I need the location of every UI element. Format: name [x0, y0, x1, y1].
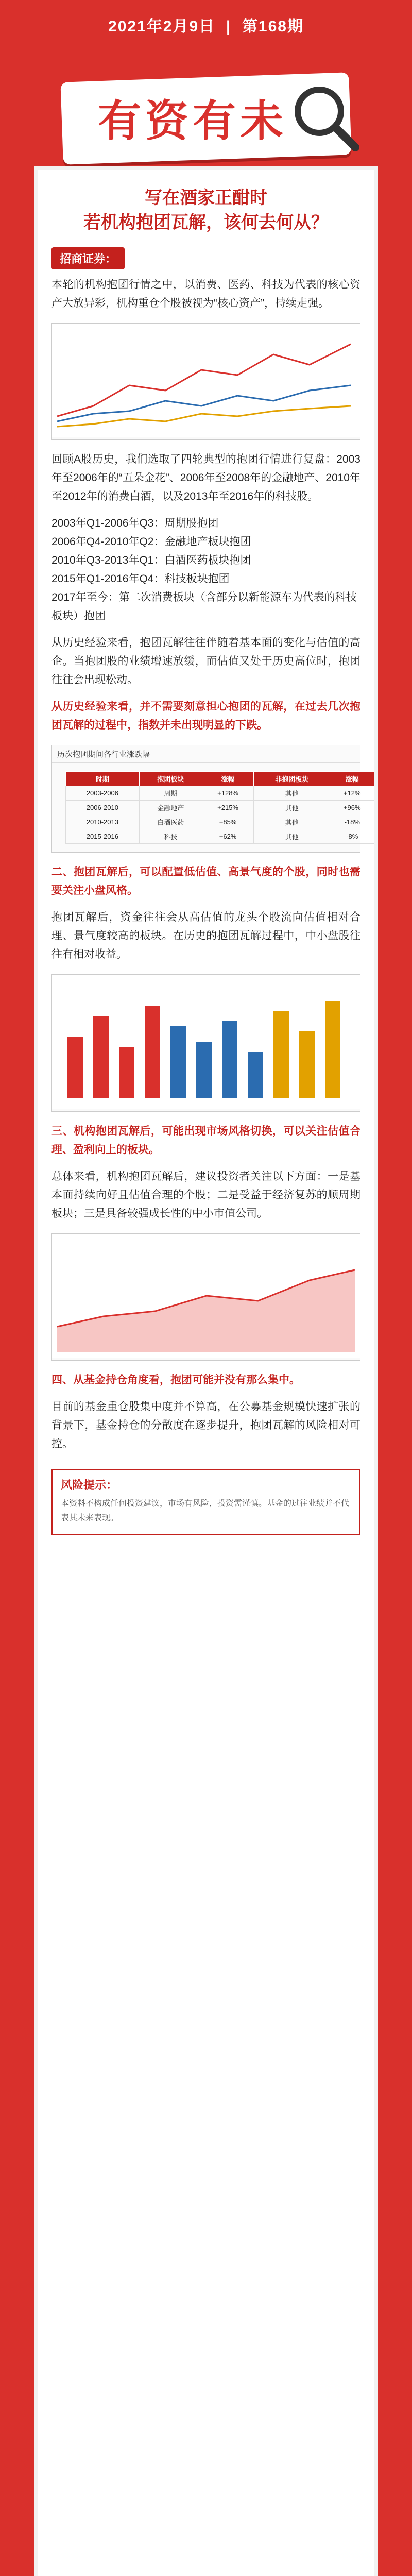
list-item: 2017年至今：第二次消费板块（含部分以新能源车为代表的科技板块）抱团: [52, 591, 357, 622]
highlight-paragraph: 从历史经验来看，并不需要刻意担心抱团的瓦解，在过去几次抱团瓦解的过程中，指数并未出现明显的下跌。: [52, 701, 360, 731]
table-row: 2010-2013 白酒医药 +85% 其他 -18%: [66, 815, 374, 829]
risk-disclaimer: [52, 1469, 360, 1535]
brand-logo: [62, 77, 350, 160]
magnifier-icon: [288, 80, 360, 152]
table-header: 涨幅: [202, 772, 254, 786]
section4-paragraph: 目前的基金重仓股集中度并不算高，在公募基金规模快速扩张的背景下，基金持仓的分散度在逐步提升，抱团瓦解的风险相对可控。: [52, 1401, 360, 1450]
section4-heading: 四、从基金持仓角度看，抱团可能并没有那么集中。: [52, 1374, 300, 1386]
list-item: 2006年Q4-2010年Q2：金融地产板块抱团: [52, 536, 251, 548]
bar-chart: [52, 975, 360, 1109]
findings-paragraph: 从历史经验来看，抱团瓦解往往伴随着基本面的变化与估值的高企。当抱团股的业绩增速放缓，而估值又处于历史高位时，抱团往往会出现松动。: [52, 637, 360, 686]
brand-name: 有资有未: [98, 96, 288, 146]
issue-date: 2021年2月9日: [108, 18, 216, 35]
table-row: 2006-2010 金融地产 +215% 其他 +96%: [66, 801, 374, 815]
risk-text: 本资料不构成任何投资建议，市场有风险，投资需谨慎。基金的过往业绩并不代表其未来表现。: [61, 1499, 350, 1522]
table-header: 抱团板块: [139, 772, 202, 786]
table-header: 涨幅: [330, 772, 374, 786]
table-row: 2003-2006 周期 +128% 其他 +12%: [66, 786, 374, 801]
intro-paragraph: 本轮的机构抱团行情之中，以消费、医药、科技为代表的核心资产大放异彩，机构重仓个股被视为“核心资产”，持续走强。: [52, 279, 360, 309]
table-header: 非抱团板块: [254, 772, 330, 786]
table-header: 时期: [66, 772, 140, 786]
figure-chart-2: [52, 974, 360, 1112]
figure-table: [52, 745, 360, 853]
figure-chart-1: [52, 323, 360, 440]
section2-paragraph: 抱团瓦解后，资金往往会从高估值的龙头个股流向估值相对合理、景气度较高的板块。在历史的抱团瓦解过程中，中小盘股往往有相对收益。: [52, 911, 360, 960]
article-card: [38, 170, 374, 2576]
figure-chart-3: [52, 1233, 360, 1361]
risk-title: 风险提示：: [61, 1479, 118, 1492]
table-title: 历次抱团期间各行业涨跌幅: [52, 745, 360, 763]
list-item: 2003年Q1-2006年Q3：周期股抱团: [52, 517, 219, 529]
area-chart: [52, 1234, 360, 1358]
issue-number: 第168期: [242, 18, 304, 35]
article-title: 写在酒家正酣时 若机构抱团瓦解，该何去何从？: [83, 188, 329, 232]
table-row: 2015-2016 科技 +62% 其他 -8%: [66, 829, 374, 844]
list-item: 2015年Q1-2016年Q4：科技板块抱团: [52, 573, 230, 585]
review-paragraph: 回顾A股历史，我们选取了四轮典型的抱团行情进行复盘：2003年至2006年的“五朵金花”、2006年至2008年的金融地产、2010年至2012年的消费白酒，以及2013年至2016年的科技股。: [52, 453, 360, 502]
section2-heading: 二、抱团瓦解后，可以配置低估值、高景气度的个股，同时也需要关注小盘风格。: [52, 866, 360, 896]
list-item: 2010年Q3-2013年Q1：白酒医药板块抱团: [52, 554, 251, 566]
line-chart: [52, 324, 360, 437]
section3-heading: 三、机构抱团瓦解后，可能出现市场风格切换，可以关注估值合理、盈利向上的板块。: [52, 1125, 360, 1156]
period-list: [38, 514, 374, 625]
section-label-source: 招商证券：: [52, 247, 125, 269]
date-band: 2021年2月9日 | 第168期: [108, 18, 304, 35]
section3-paragraph: 总体来看，机构抱团瓦解后，建议投资者关注以下方面：一是基本面持续向好且估值合理的个股；二是受益于经济复苏的顺周期板块；三是具备较强成长性的中小市值公司。: [52, 1171, 360, 1219]
performance-table: [65, 771, 374, 844]
